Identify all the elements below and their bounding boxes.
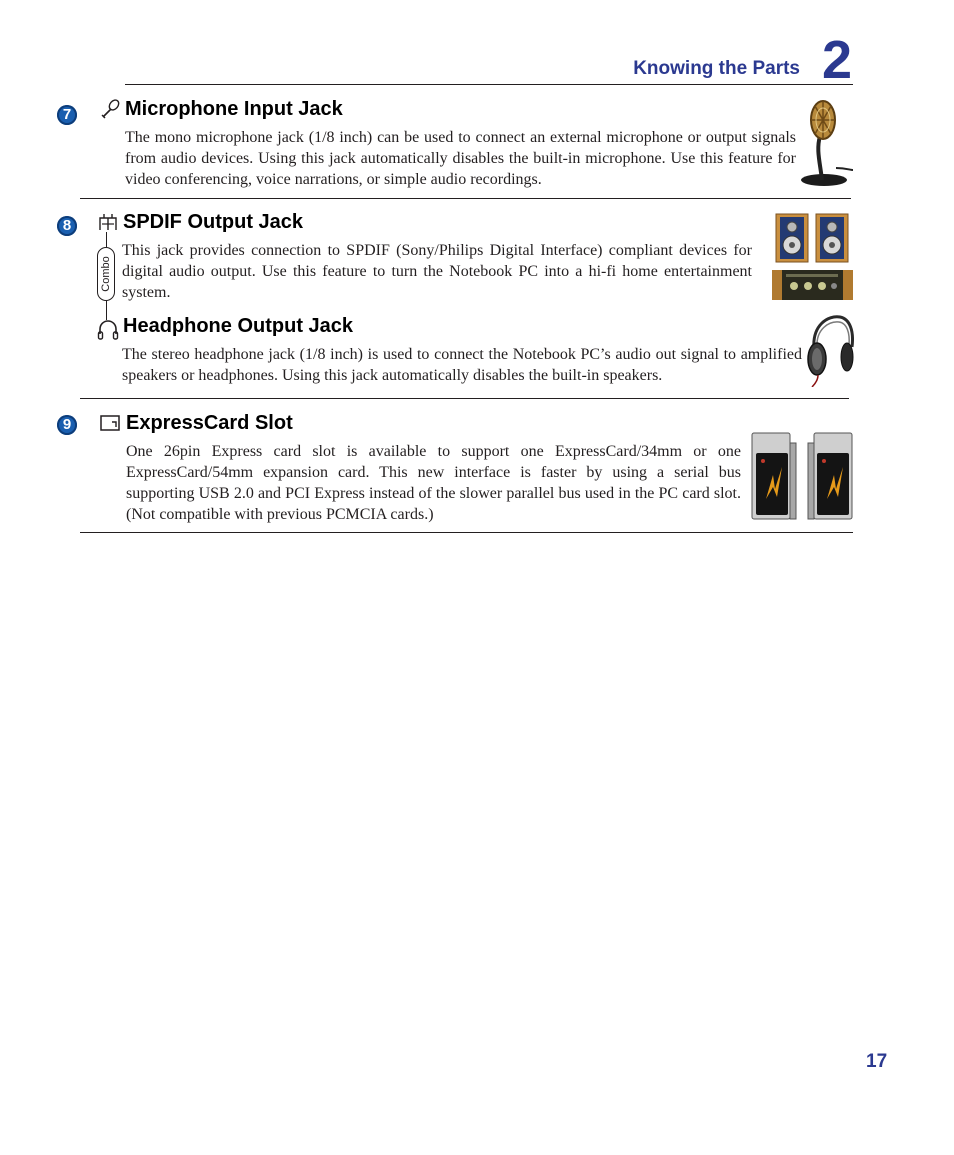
item-title: SPDIF Output Jack (123, 211, 304, 233)
combo-badge (97, 247, 115, 301)
page-number: 17 (866, 1051, 888, 1072)
sub-item-description: The stereo headphone jack (1/8 inch) is used to connect the Notebook PC’s audio out signal to amplified speakers or headphones. Using this jack automatically disables the built-in speakers. (122, 346, 802, 384)
item-title: ExpressCard Slot (126, 412, 293, 434)
chapter-number: 2 (822, 30, 853, 90)
item-number-badge: 8 (57, 216, 77, 236)
section-divider (80, 398, 849, 399)
item-number-badge: 9 (57, 415, 77, 435)
combo-connector-bottom (106, 300, 107, 320)
headphones-photo (804, 313, 854, 387)
item-description: One 26pin Express card slot is available to support one ExpressCard/34mm or one ExpressCard/54mm expansion card. This new interface is faster by using a serial bus supporting USB 2.0 and PCI Express instead of the slower parallel bus used in the PC card slot. (Not compatible with previous PCMCIA cards.) (126, 443, 741, 523)
spdif-icon (97, 210, 119, 232)
sub-item-title: Headphone Output Jack (123, 315, 354, 337)
section-title: Knowing the Parts (633, 58, 800, 79)
item-description: The mono microphone jack (1/8 inch) can be used to connect an external microphone or output signals from audio devices. Using this jack automatically disables the built-in microphone. Use this feature for video conferencing, voice narrations, or simple audio recordings. (125, 129, 796, 188)
header-rule (125, 84, 853, 85)
item-number-badge: 7 (57, 105, 77, 125)
microphone-icon (99, 98, 121, 120)
combo-connector-top (106, 232, 107, 248)
headphone-icon (97, 318, 119, 340)
item-description: This jack provides connection to SPDIF (Sony/Philips Digital Interface) compliant devices for digital audio output. Use this feature to turn the Notebook PC into a hi-fi home entertainment system. (122, 242, 752, 301)
expresscard-icon (99, 412, 121, 434)
combo-label: Combo (100, 256, 112, 292)
microphone-photo (796, 96, 854, 188)
section-divider (80, 532, 853, 533)
section-divider (80, 198, 851, 199)
item-title: Microphone Input Jack (125, 98, 343, 120)
expresscard-photo (751, 431, 855, 521)
speakers-photo (772, 212, 853, 300)
